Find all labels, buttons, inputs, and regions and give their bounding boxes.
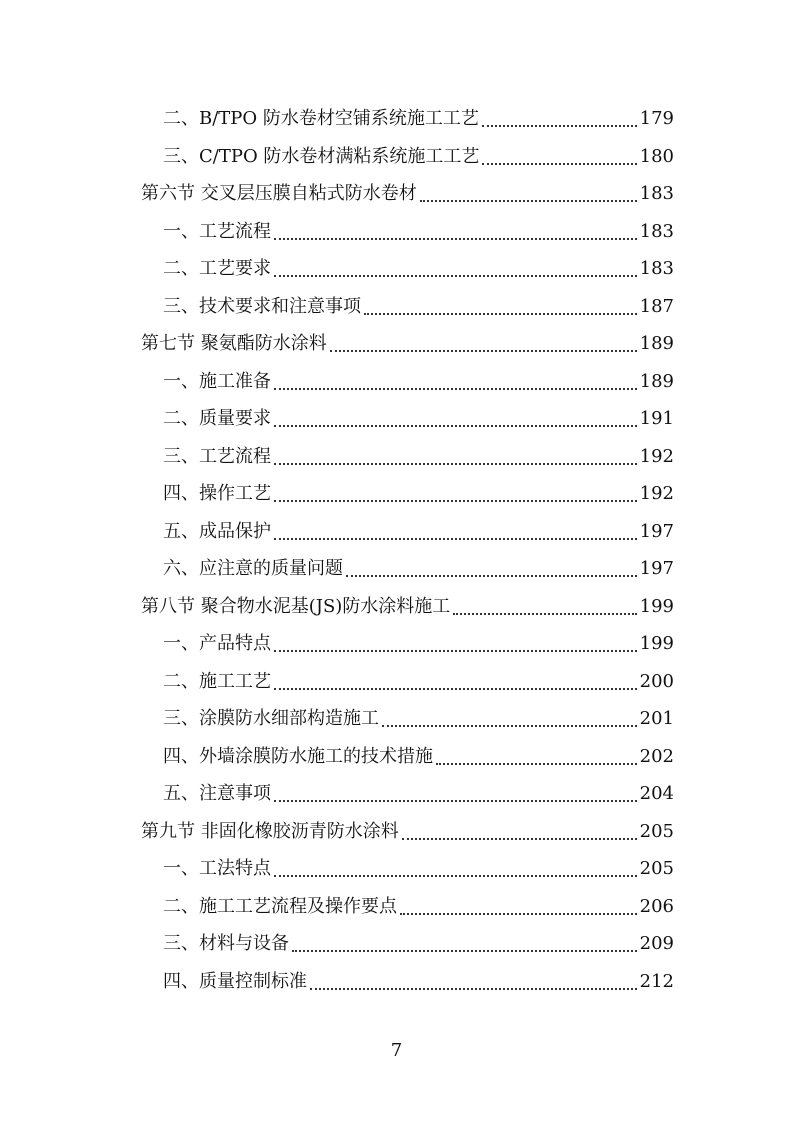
toc-leader-dots — [274, 799, 637, 802]
toc-entry[interactable] — [163, 550, 674, 587]
toc-leader-dots — [292, 949, 637, 952]
toc-entry-page: 183 — [639, 183, 674, 204]
toc-entry-page: 205 — [639, 820, 674, 842]
toc-entry-page: 192 — [639, 445, 674, 467]
toc-entry[interactable] — [163, 513, 674, 550]
toc-entry-page: 201 — [639, 708, 674, 729]
toc-leader-dots — [420, 199, 637, 202]
toc-entry-page: 199 — [639, 633, 674, 654]
toc-entry-title: 五、成品保护 — [163, 520, 271, 542]
toc-leader-dots — [274, 687, 637, 690]
toc-entry[interactable] — [163, 288, 674, 325]
toc-leader-dots — [274, 237, 637, 240]
toc-entry[interactable] — [163, 850, 674, 887]
toc-entry-page: 202 — [639, 745, 674, 767]
toc-entry[interactable] — [163, 363, 674, 400]
toc-entry-title: 第八节 聚合物水泥基(JS)防水涂料施工 — [141, 595, 451, 617]
toc-entry-title: 一、施工准备 — [163, 370, 271, 392]
toc-entry-page: 200 — [639, 670, 674, 692]
toc-entry-page: 212 — [639, 970, 674, 992]
toc-entry-title: 二、质量要求 — [163, 408, 271, 429]
toc-entry-title: 三、材料与设备 — [163, 933, 289, 954]
toc-entry[interactable] — [163, 663, 674, 700]
toc-entry-page: 183 — [639, 220, 674, 242]
toc-entry[interactable] — [163, 738, 674, 775]
toc-entry-title: 五、注意事项 — [163, 783, 271, 804]
toc-entry[interactable] — [163, 700, 674, 737]
toc-entry[interactable] — [163, 625, 674, 662]
toc-entry[interactable] — [163, 138, 674, 175]
toc-entry-title: 二、工艺要求 — [163, 258, 271, 279]
toc-leader-dots — [274, 274, 637, 277]
toc-leader-dots — [274, 462, 637, 465]
toc-leader-dots — [436, 762, 637, 765]
toc-leader-dots — [402, 837, 637, 840]
toc-entry-title: 四、质量控制标准 — [163, 970, 307, 992]
toc-entry[interactable] — [141, 175, 674, 212]
toc-entry-page: 191 — [639, 408, 674, 429]
toc-leader-dots — [274, 537, 637, 540]
toc-entry[interactable] — [141, 325, 674, 362]
toc-leader-dots — [346, 574, 637, 577]
toc-entry[interactable] — [163, 775, 674, 812]
toc-entry-title: 一、产品特点 — [163, 633, 271, 654]
toc-entry-title: 六、应注意的质量问题 — [163, 558, 343, 579]
toc-entry-title: 三、C/TPO 防水卷材满粘系统施工工艺 — [163, 145, 480, 167]
toc-leader-dots — [274, 424, 637, 427]
toc-leader-dots — [274, 387, 637, 390]
toc-leader-dots — [364, 312, 637, 315]
toc-entry-page: 183 — [639, 258, 674, 279]
toc-entry[interactable] — [163, 100, 674, 137]
toc-entry-title: 第七节 聚氨酯防水涂料 — [141, 333, 327, 354]
toc-entry[interactable] — [163, 213, 674, 250]
toc-entry[interactable] — [163, 438, 674, 475]
toc-leader-dots — [274, 649, 637, 652]
toc-entry[interactable] — [163, 250, 674, 287]
toc-entry-page: 197 — [639, 558, 674, 579]
toc-entry-title: 二、B/TPO 防水卷材空铺系统施工工艺 — [163, 108, 479, 129]
toc-leader-dots — [482, 124, 637, 127]
toc-entry-page: 187 — [639, 295, 674, 317]
toc-entry-page: 206 — [639, 895, 674, 917]
toc-entry[interactable] — [141, 588, 674, 625]
toc-entry-page: 199 — [639, 595, 674, 617]
toc-leader-dots — [310, 987, 637, 990]
toc-leader-dots — [400, 912, 637, 915]
toc-leader-dots — [274, 499, 637, 502]
toc-entry-title: 一、工艺流程 — [163, 220, 271, 242]
toc-leader-dots — [453, 612, 636, 615]
toc-entry-page: 189 — [639, 370, 674, 392]
toc-entry-page: 189 — [639, 333, 674, 354]
toc-entry-page: 197 — [639, 520, 674, 542]
toc-entry-title: 二、施工工艺流程及操作要点 — [163, 895, 397, 917]
toc-entry-title: 四、操作工艺 — [163, 483, 271, 504]
toc-leader-dots — [330, 349, 637, 352]
toc-entry-page: 180 — [639, 145, 674, 167]
toc-entry[interactable] — [163, 963, 674, 1000]
toc-leader-dots — [482, 162, 636, 165]
toc-entry-title: 第六节 交叉层压膜自粘式防水卷材 — [141, 183, 417, 204]
page-number: 7 — [390, 1040, 403, 1061]
toc-entry-title: 第九节 非固化橡胶沥青防水涂料 — [141, 820, 399, 842]
toc-entry-title: 三、涂膜防水细部构造施工 — [163, 708, 379, 729]
toc-entry[interactable] — [163, 925, 674, 962]
toc-entry-page: 209 — [639, 933, 674, 954]
toc-entry-page: 179 — [639, 108, 674, 129]
toc-entry-page: 204 — [639, 783, 674, 804]
toc-leader-dots — [382, 724, 637, 727]
toc-entry[interactable] — [163, 475, 674, 512]
toc-entry-page: 192 — [639, 483, 674, 504]
toc-entry-title: 三、工艺流程 — [163, 445, 271, 467]
toc-entry-title: 二、施工工艺 — [163, 670, 271, 692]
toc-entry[interactable] — [141, 813, 674, 850]
toc-entry[interactable] — [163, 400, 674, 437]
toc-entry[interactable] — [163, 888, 674, 925]
toc-entry-page: 205 — [639, 858, 674, 879]
toc-entry-title: 一、工法特点 — [163, 858, 271, 879]
toc-leader-dots — [274, 874, 637, 877]
toc-entry-title: 三、技术要求和注意事项 — [163, 295, 361, 317]
toc-entry-title: 四、外墙涂膜防水施工的技术措施 — [163, 745, 433, 767]
